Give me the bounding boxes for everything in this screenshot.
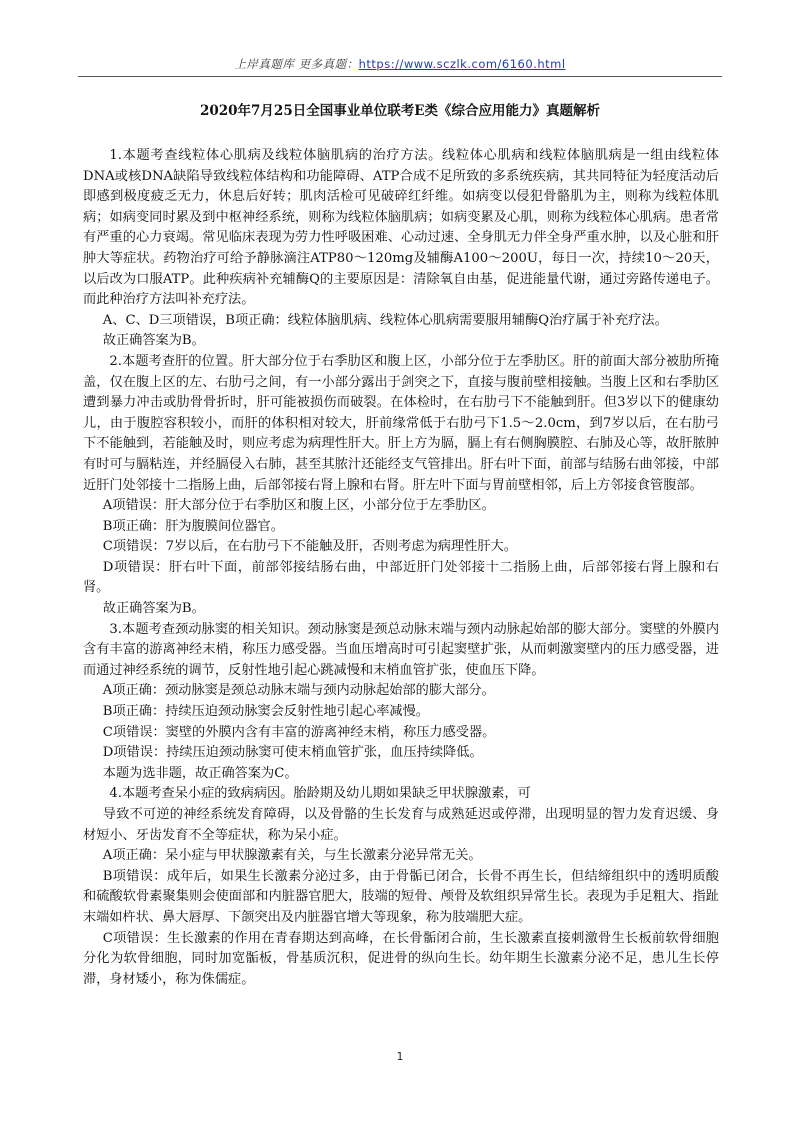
paragraph-q1-explanation: 1.本题考查线粒体心肌病及线粒体脑肌病的治疗方法。线粒体心肌病和线粒体脑肌病是一组由线粒体DNA或核DNA缺陷导致线粒体结构和功能障碍、ATP合成不足所致的多系统疾病，其共同特征为轻度活动后即感到极度疲乏无力，休息后好转；肌肉活检可见破碎红纤维。如病变以侵犯骨骼肌为主，则称为线粒体肌病；如病变同时累及到中枢神经系统，则称为线粒体脑肌病；如病变累及心肌，则称为线粒体心肌病。患者常有严重的心力衰竭。常见临床表现为劳力性呼吸困难、心动过速、全身肌无力伴全身严重水肿，以及心脏和肝肿大等症状。药物治疗可给予静脉滴注ATP80～120mg及辅酶A100～200U，每日一次，持续10～20天，以后改为口服ATP。此种疾病补充辅酶Q的主要原因是：清除氧自由基，促进能量代谢，通过旁路传递电子。而此种治疗方法叫补充疗法。 [83,148,719,308]
paragraph-q2-option-b: B项正确：肝为腹膜间位器官。 [102,518,284,534]
paragraph-q2-option-d: D项错误：肝右叶下面，前部邻接结肠右曲，中部近肝门处邻接十二指肠上曲，后部邻接右肾上腺和右肾。 [83,559,719,596]
paragraph-q2-option-a: A项错误：肝大部分位于右季肋区和腹上区，小部分位于左季肋区。 [102,498,495,514]
header-link[interactable]: https://www.sczlk.com/6160.html [358,57,566,71]
paragraph-q3-explanation: 3.本题考查颈动脉窦的相关知识。颈动脉窦是颈总动脉末端与颈内动脉起始部的膨大部分。窦壁的外膜内含有丰富的游离神经末梢，称压力感受器。当血压增高时可引起窦壁扩张，从而刺激窦壁内的压力感受器，进而通过神经系统的调节，反射性地引起心跳减慢和末梢血管扩张，使血压下降。 [83,621,719,678]
paragraph-q2-explanation: 2.本题考查肝的位置。肝大部分位于右季肋区和腹上区，小部分位于左季肋区。肝的前面大部分被肋所掩盖，仅在腹上区的左、右肋弓之间，有一小部分露出于剑突之下，直接与腹前壁相接触。当腹上区和右季肋区遭到暴力冲击或肋骨骨折时，肝可能被损伤而破裂。在体检时，在右肋弓下不能触到肝。但3岁以下的健康幼儿，由于腹腔容积较小，而肝的体积相对较大，肝前缘常低于右肋弓下1.5～2.0cm，到7岁以后，在右肋弓下不能触到，若能触及时，则应考虑为病理性肝大。肝上方为膈，膈上有右侧胸膜腔、右肺及心等，故肝脓肿有时可与膈粘连，并经膈侵入右肺，甚至其脓汁还能经支气管排出。肝右叶下面，前部与结肠右曲邻接，中部近肝门处邻接十二指肠上曲，后部邻接右肾上腺和右肾。肝左叶下面与胃前壁相邻，后上方邻接食管腹部。 [83,353,719,493]
paragraph-q3-option-b: B项正确：持续压迫颈动脉窦会反射性地引起心率减慢。 [102,704,429,720]
paragraph-q1-options: A、C、D三项错误，B项正确：线粒体脑肌病、线粒体心肌病需要服用辅酶Q治疗属于补充疗法。 [102,312,668,328]
page-number: 1 [396,1050,404,1063]
paragraph-q4-option-c: C项错误：生长激素的作用在青春期达到高峰，在长骨骺闭合前，生长激素直接刺激骨生长板前软骨细胞分化为软骨细胞，同时加宽骺板，骨基质沉积，促进骨的纵向生长。幼年期生长激素分泌不足，患儿生长停滞，身材矮小，称为侏儒症。 [83,930,719,987]
paragraph-q4-explanation-cont: 导致不可逆的神经系统发育障碍，以及骨骼的生长发育与成熟延迟或停滞，出现明显的智力发育迟缓、身材短小、牙齿发育不全等症状，称为呆小症。 [83,807,719,843]
paragraph-q2-option-c: C项错误：7岁以后，在右肋弓下不能触及肝，否则考虑为病理性肝大。 [102,539,517,555]
paragraph-q4-option-b: B项错误：成年后，如果生长激素分泌过多，由于骨骺已闭合，长骨不再生长，但结缔组织中的透明质酸和硫酸软骨素聚集则会使面部和内脏器官肥大，肢端的短骨、颅骨及软组织异常生长。表现为手足粗大、指趾末端如杵状、鼻大唇厚、下颌突出及内脏器官增大等现象，称为肢端肥大症。 [83,868,719,925]
paragraph-q1-answer: 故正确答案为B。 [102,333,205,349]
header-site-text: 上岸真题库 更多真题： [234,57,359,71]
header-divider [78,76,722,77]
paragraph-q2-answer: 故正确答案为B。 [102,601,205,617]
document-title: 2020年7月25日全国事业单位联考E类《综合应用能力》真题解析 [199,103,601,119]
paragraph-q4-option-a: A项正确：呆小症与甲状腺激素有关，与生长激素分泌异常无关。 [102,848,482,864]
page-header [0,56,800,72]
document-body [83,146,719,990]
paragraph-q3-option-d: D项错误：持续压迫颈动脉窦可使末梢血管扩张，血压持续降低。 [102,745,483,761]
paragraph-q4-explanation: 4.本题考查呆小症的致病病因。胎龄期及幼儿期如果缺乏甲状腺激素，可 [109,786,531,802]
paragraph-q3-option-c: C项错误：窦壁的外膜内含有丰富的游离神经末梢，称压力感受器。 [102,724,496,740]
paragraph-q3-option-a: A项正确：颈动脉窦是颈总动脉末端与颈内动脉起始部的膨大部分。 [102,683,495,699]
paragraph-q3-answer: 本题为选非题，故正确答案为C。 [102,765,298,781]
